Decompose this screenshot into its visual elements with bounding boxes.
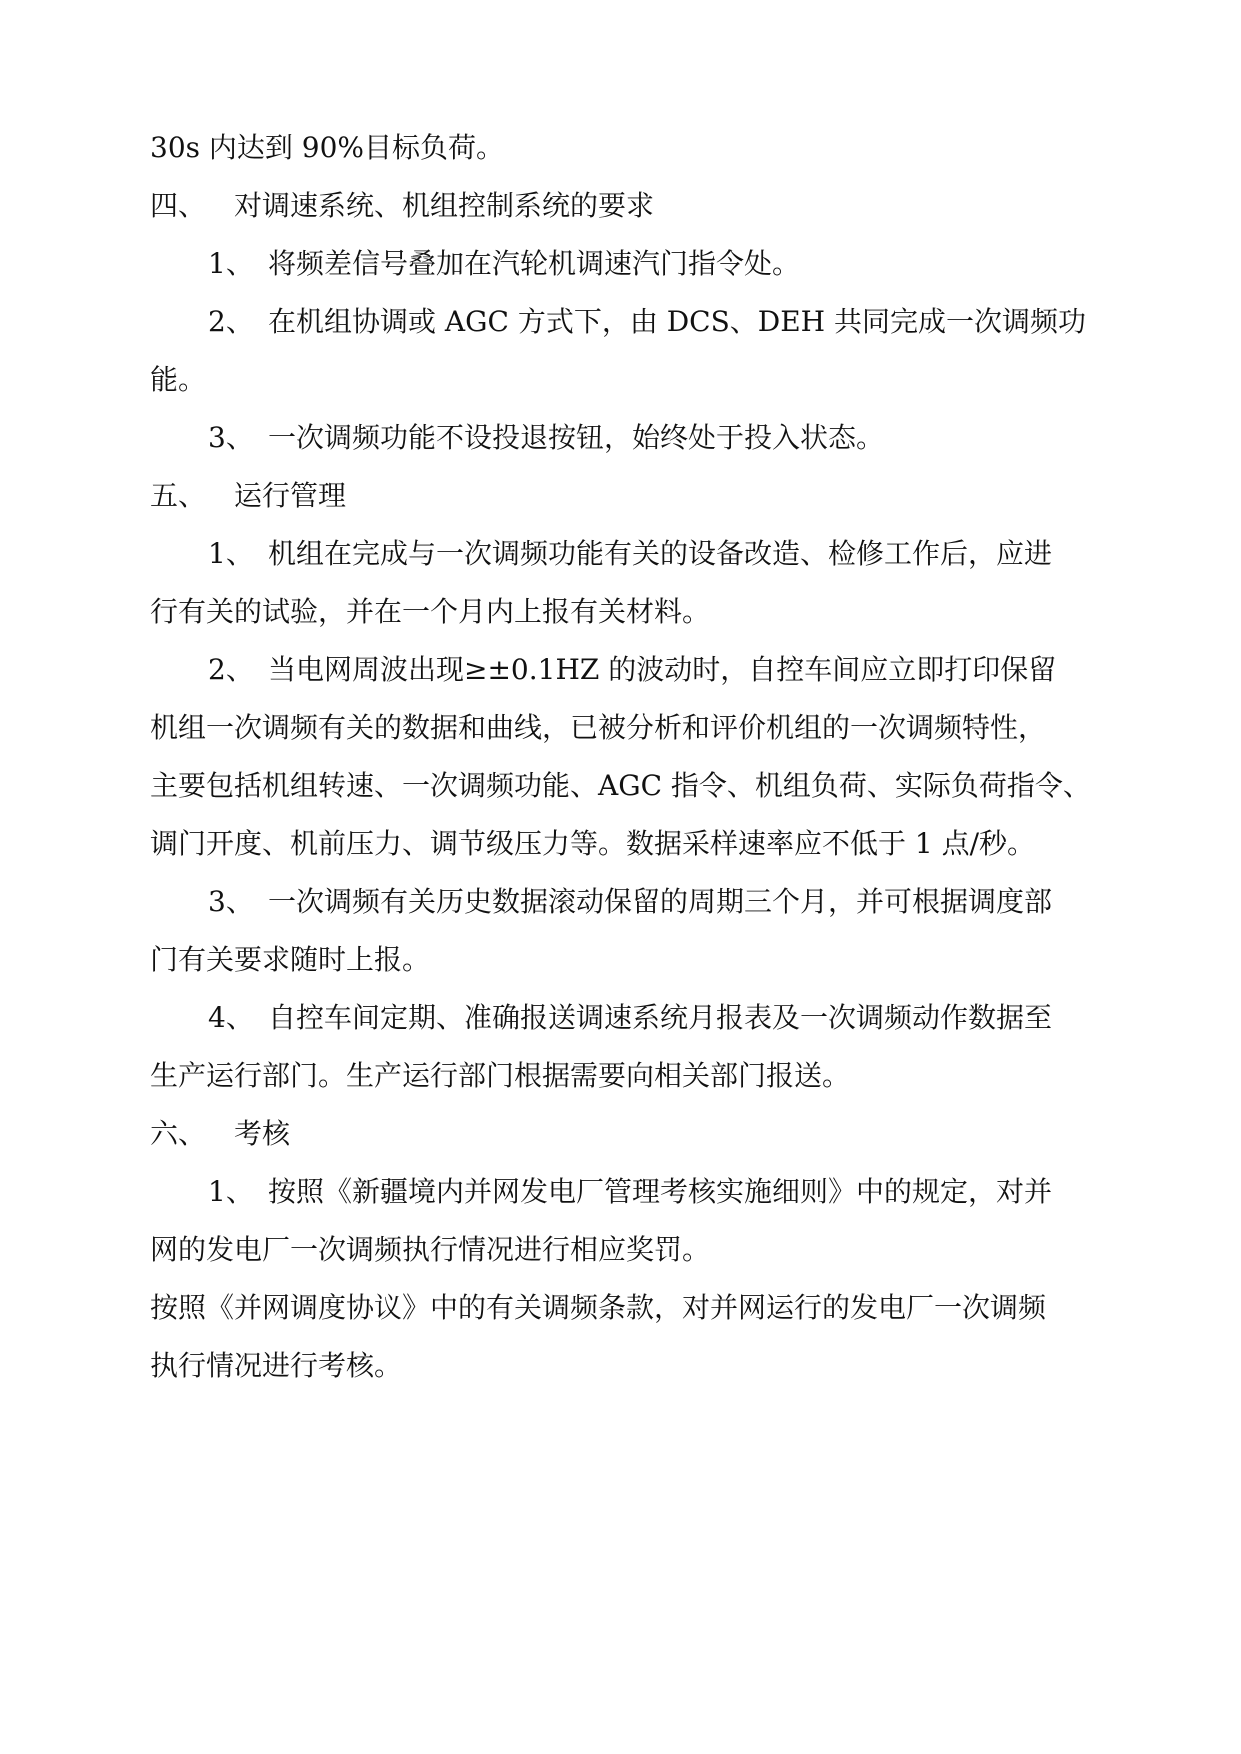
item-text: 机组在完成与一次调频功能有关的设备改造、检修工作后，应进 <box>268 537 1053 570</box>
text-line <box>150 708 1046 748</box>
list-item <box>208 998 1052 1038</box>
list-item <box>208 534 1052 574</box>
item-text: 自控车间定期、准确报送调速系统月报表及一次调频动作数据至 <box>268 1001 1053 1034</box>
section-heading-6 <box>150 1114 290 1154</box>
item-number: 1、 <box>208 247 254 280</box>
line-text: 行有关的试验，并在一个月内上报有关材料。 <box>150 595 711 628</box>
section-heading-5 <box>150 476 346 516</box>
line-text: 调门开度、机前压力、调节级压力等。数据采样速率应不低于 1 点/秒。 <box>150 827 1036 860</box>
text-line <box>150 1230 710 1270</box>
list-item <box>208 882 1052 922</box>
item-number: 2、 <box>208 305 254 338</box>
item-text: 将频差信号叠加在汽轮机调速汽门指令处。 <box>268 247 801 280</box>
list-item <box>208 418 884 458</box>
line-text: 30s 内达到 90%目标负荷。 <box>150 131 505 164</box>
text-line <box>150 592 710 632</box>
section-number: 六、 <box>150 1117 207 1150</box>
text-line <box>150 824 1035 864</box>
line-text: 门有关要求随时上报。 <box>150 943 431 976</box>
item-number: 2、 <box>208 653 254 686</box>
line-text: 能。 <box>150 363 207 396</box>
line-text: 执行情况进行考核。 <box>150 1349 403 1382</box>
list-item <box>208 244 800 284</box>
list-item <box>208 302 1086 342</box>
line-text: 生产运行部门。生产运行部门根据需要向相关部门报送。 <box>150 1059 851 1092</box>
section-title: 对调速系统、机组控制系统的要求 <box>234 189 655 222</box>
text-line <box>150 766 1091 806</box>
item-text: 一次调频功能不设投退按钮，始终处于投入状态。 <box>268 421 885 454</box>
section-title: 考核 <box>234 1117 291 1150</box>
item-text: 在机组协调或 AGC 方式下，由 DCS、DEH 共同完成一次调频功 <box>268 305 1086 338</box>
text-line <box>150 1346 402 1386</box>
line-text: 主要包括机组转速、一次调频功能、AGC 指令、机组负荷、实际负荷指令、 <box>150 769 1091 802</box>
line-text: 按照《并网调度协议》中的有关调频条款，对并网运行的发电厂一次调频 <box>150 1291 1047 1324</box>
item-text: 一次调频有关历史数据滚动保留的周期三个月，并可根据调度部 <box>268 885 1053 918</box>
item-number: 1、 <box>208 537 254 570</box>
section-heading-4 <box>150 186 654 226</box>
list-item <box>208 1172 1052 1212</box>
text-line <box>150 128 504 168</box>
item-text: 按照《新疆境内并网发电厂管理考核实施细则》中的规定，对并 <box>268 1175 1053 1208</box>
item-text: 当电网周波出现≥±0.1HZ 的波动时，自控车间应立即打印保留 <box>268 653 1057 686</box>
text-line <box>150 1056 850 1096</box>
text-line <box>150 940 430 980</box>
text-line <box>150 1288 1046 1328</box>
section-number: 五、 <box>150 479 207 512</box>
line-text: 机组一次调频有关的数据和曲线，已被分析和评价机组的一次调频特性， <box>150 711 1047 744</box>
item-number: 1、 <box>208 1175 254 1208</box>
text-line <box>150 360 206 400</box>
item-number: 4、 <box>208 1001 254 1034</box>
list-item <box>208 650 1056 690</box>
line-text: 网的发电厂一次调频执行情况进行相应奖罚。 <box>150 1233 711 1266</box>
section-number: 四、 <box>150 189 207 222</box>
item-number: 3、 <box>208 421 254 454</box>
item-number: 3、 <box>208 885 254 918</box>
section-title: 运行管理 <box>234 479 347 512</box>
